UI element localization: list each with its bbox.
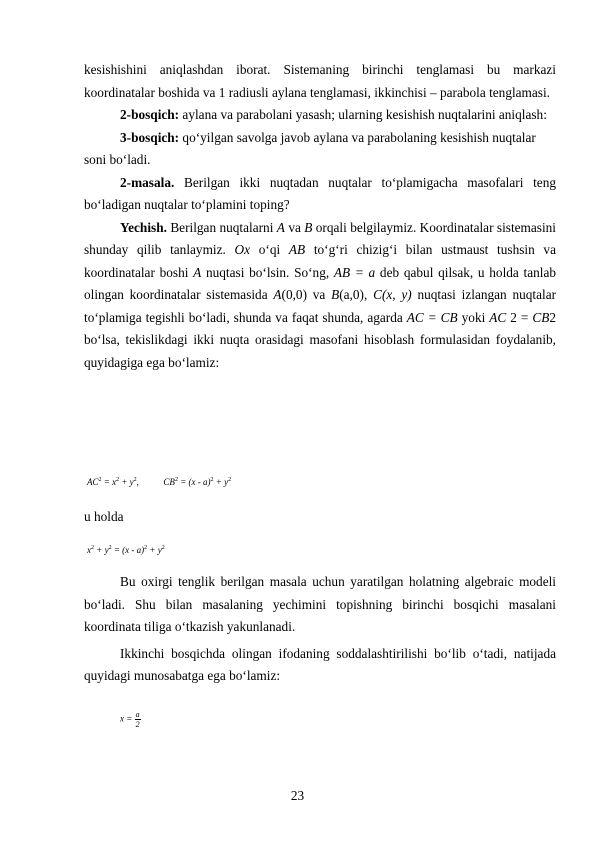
step3-label: 3-bosqich: bbox=[120, 129, 180, 145]
math-A: A bbox=[276, 219, 285, 235]
solution-text: deb qabul qilsak, u holda tanlab olingan koordinatalar sistemasida bbox=[84, 264, 557, 302]
step2-text: aylana va parabolani yasash; ularning kesishish nuqtalarini aniqlash: bbox=[179, 107, 547, 122]
solution-text: yoki bbox=[457, 309, 490, 325]
math-term: = x bbox=[101, 477, 117, 487]
formula-result bbox=[120, 710, 141, 729]
math-term: = (x - a) bbox=[111, 545, 145, 555]
math-power-eq: 2 = bbox=[506, 309, 533, 325]
math-term: = (x - a) bbox=[177, 477, 211, 487]
math-B: B bbox=[331, 287, 340, 302]
paragraph-step3-cont: soni bo‘ladi. bbox=[84, 152, 151, 167]
body-text bbox=[84, 59, 556, 374]
paragraph-uholda: u holda bbox=[84, 509, 124, 524]
math-Ox: Ox bbox=[234, 242, 251, 257]
math-power: 2 bbox=[549, 309, 556, 325]
formula-distances bbox=[87, 474, 231, 488]
math-term: + y bbox=[213, 477, 229, 487]
task2-label: 2-masala. bbox=[120, 174, 175, 190]
math-A-coords: (0,0) bbox=[281, 287, 307, 302]
task2-text: Berilgan ikki nuqtadan nuqtalar to‘plamigacha masofalari teng bo‘ladigan nuqtalar to‘plamini toping? bbox=[84, 174, 556, 212]
paragraph-intro: kesishishini aniqlashdan iborat. Sistemaning birinchi tenglamasi bu markazi koordinatalar boshida va 1 radiusli aylana tenglamasi, ikkinchisi – parabola tenglamasi. bbox=[84, 62, 556, 100]
math-term: , bbox=[136, 477, 139, 487]
math-exponent: 2 bbox=[161, 545, 165, 551]
math-CB: CB bbox=[532, 309, 550, 325]
solution-text: va bbox=[307, 287, 332, 302]
math-C: C bbox=[373, 287, 382, 302]
math-exponent: 2 bbox=[144, 545, 148, 551]
math-exponent: 2 bbox=[98, 477, 102, 483]
body-text-2 bbox=[84, 571, 556, 688]
math-term: AC bbox=[87, 477, 99, 487]
paragraph-model: Bu oxirgi tenglik berilgan masala uchun yaratilgan holatning algebraic modeli bo‘ladi. Shu bilan masalaning yechimini topishning birinchi bosqichi masalani koordinata tiliga o‘tkazish yakunlanadi. bbox=[84, 574, 556, 634]
math-exponent: 2 bbox=[116, 477, 120, 483]
solution-text: o‘qi bbox=[250, 242, 289, 257]
paragraph-task2 bbox=[84, 172, 556, 217]
step2-label: 2-bosqich: bbox=[120, 107, 180, 122]
math-exponent: 2 bbox=[174, 477, 178, 483]
solution-text: orqali belgilaymiz. Koordinatalar sistemasini shunday qilib tanlaymiz. bbox=[84, 219, 557, 257]
paragraph-ikkinchi: Ikkinchi bosqichda olingan ifodaning soddalashtirilishi bo‘lib o‘tadi, natijada quyidagi munosabatga ega bo‘lamiz: bbox=[84, 645, 556, 683]
paragraph-solution bbox=[84, 217, 556, 375]
solution-text: va bbox=[284, 219, 305, 235]
math-B-coords: (a,0), bbox=[339, 287, 368, 302]
math-term: + y bbox=[119, 477, 134, 487]
math-AB: AB bbox=[288, 242, 306, 257]
math-AC: AC bbox=[489, 309, 507, 325]
step3-text: qo‘yilgan savolga javob aylana va parabolaning kesishish nuqtalar bbox=[179, 129, 536, 145]
uholda-block bbox=[84, 506, 556, 529]
solution-text: nuqtasi bo‘lsin. So‘ng, bbox=[201, 264, 334, 280]
solution-text: nuqtasi izlangan nuqtalar to‘plamiga tegishli bo‘ladi, shunda va faqat shunda, agarda bbox=[84, 287, 557, 325]
fraction-numerator: a bbox=[135, 710, 140, 719]
math-exponent: 2 bbox=[108, 545, 112, 551]
math-AB-eq-a: AB = a bbox=[333, 264, 376, 280]
solution-text: bo‘lsa, tekislikdagi ikki nuqta orasidagi masofani hisoblash formulasidan foydalanib, quyidagiga ega bo‘lamiz: bbox=[84, 332, 556, 370]
math-term: + y bbox=[147, 545, 162, 555]
math-C-coords: (x, y) bbox=[381, 287, 412, 302]
math-B: B bbox=[304, 219, 313, 235]
math-A: A bbox=[193, 264, 202, 280]
math-term: x bbox=[87, 545, 91, 555]
math-A: A bbox=[273, 287, 282, 302]
formula-equality bbox=[87, 542, 165, 556]
paragraph-step2 bbox=[84, 104, 556, 127]
math-term: CB bbox=[163, 477, 175, 487]
fraction-denominator: 2 bbox=[135, 720, 140, 729]
math-term: + y bbox=[94, 545, 109, 555]
solution-text: Berilgan nuqtalarni bbox=[166, 219, 277, 235]
solution-label: Yechish. bbox=[120, 219, 167, 235]
math-AC-eq-CB: AC = CB bbox=[406, 309, 458, 325]
math-fraction bbox=[135, 710, 141, 729]
math-exponent: 2 bbox=[91, 545, 94, 551]
math-term: x = bbox=[120, 713, 135, 724]
solution-text: to‘g‘ri chizig‘i bilan ustmaust tushsin va koordinatalar boshi bbox=[84, 242, 556, 280]
math-exponent: 2 bbox=[133, 477, 137, 483]
page-number: 23 bbox=[290, 788, 305, 803]
paragraph-step3 bbox=[84, 127, 556, 150]
math-exponent: 2 bbox=[228, 477, 232, 483]
math-exponent: 2 bbox=[210, 477, 214, 483]
